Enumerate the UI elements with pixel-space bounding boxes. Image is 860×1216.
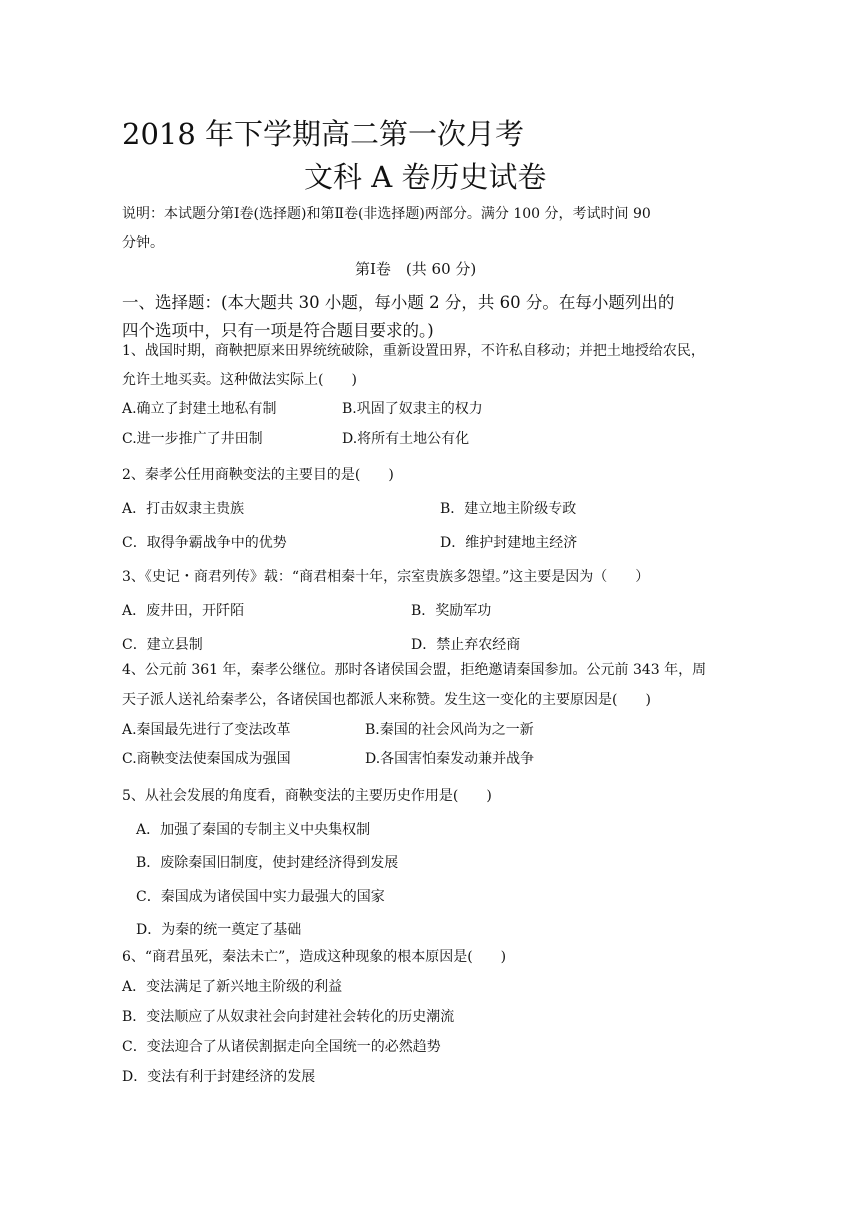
option-d: D．维护封建地主经济 <box>440 535 578 551</box>
option-c: C．秦国成为诸侯国中实力最强大的国家 <box>136 889 385 905</box>
option-b: B．变法顺应了从奴隶社会向封建社会转化的历史潮流 <box>122 1009 455 1025</box>
question-stem-line: 1、战国时期，商鞅把原来田界统统破除，重新设置田界，不许私自移动；并把土地授给农民， <box>122 343 705 359</box>
option-c: C．建立县制 <box>122 637 203 653</box>
option-c: C.商鞅变法使秦国成为强国 <box>122 751 291 767</box>
exam-title-line1: 2018 年下学期高二第一次月考 <box>122 117 525 151</box>
part-heading-line1: 一、选择题：(本大题共 30 小题，每小题 2 分，共 60 分。在每小题列出的 <box>122 293 675 312</box>
option-b: B．奖励军功 <box>411 603 492 619</box>
question-stem-line: 3、《史记・商君列传》载：“商君相秦十年，宗室贵族多怨望。”这主要是因为（ ） <box>122 569 650 585</box>
option-a: A.秦国最先进行了变法改革 <box>122 722 291 738</box>
option-a: A．变法满足了新兴地主阶级的利益 <box>122 979 343 995</box>
option-b: B．废除秦国旧制度，使封建经济得到发展 <box>136 855 399 871</box>
question-stem-line: 4、公元前 361 年，秦孝公继位。那时各诸侯国会盟，拒绝邀请秦国参加。公元前 343 年，周 <box>122 662 707 678</box>
option-b: B.秦国的社会风尚为之一新 <box>365 722 534 738</box>
question-stem-line: 天子派人送礼给秦孝公，各诸侯国也都派人来称赞。发生这一变化的主要原因是( ) <box>122 692 651 708</box>
exam-title-line2: 文科 A 卷历史试卷 <box>304 160 547 194</box>
instructions-line2: 分钟。 <box>122 235 164 251</box>
option-d: D．为秦的统一奠定了基础 <box>136 922 302 938</box>
option-a: A．废井田，开阡陌 <box>122 603 245 619</box>
option-a: A．加强了秦国的专制主义中央集权制 <box>136 822 371 838</box>
option-a: A．打击奴隶主贵族 <box>122 501 245 517</box>
question-stem-line: 6、“商君虽死，秦法未亡”，造成这种现象的根本原因是( ) <box>122 949 507 965</box>
option-b: B．建立地主阶级专政 <box>440 501 577 517</box>
part-heading-line2: 四个选项中，只有一项是符合题目要求的。) <box>122 321 434 340</box>
question-stem-line: 5、从社会发展的角度看，商鞅变法的主要历史作用是( ) <box>122 788 492 804</box>
option-d: D．禁止弃农经商 <box>411 637 521 653</box>
option-c: C．取得争霸战争中的优势 <box>122 535 287 551</box>
question-stem-line: 允许土地买卖。这种做法实际上( ) <box>122 372 357 388</box>
option-a: A.确立了封建土地私有制 <box>122 401 277 417</box>
option-c: C．变法迎合了从诸侯割据走向全国统一的必然趋势 <box>122 1039 441 1055</box>
option-c: C.进一步推广了井田制 <box>122 431 263 447</box>
option-b: B.巩固了奴隶主的权力 <box>342 401 483 417</box>
question-stem-line: 2、秦孝公任用商鞅变法的主要目的是( ) <box>122 467 394 483</box>
option-d: D.各国害怕秦发动兼并战争 <box>365 751 535 767</box>
option-d: D.将所有土地公有化 <box>342 431 470 447</box>
instructions-line1: 说明：本试题分第Ⅰ卷(选择题)和第Ⅱ卷(非选择题)两部分。满分 100 分，考试时间 90 <box>122 206 651 222</box>
section-title: 第Ⅰ卷 (共 60 分) <box>355 260 477 278</box>
option-d: D．变法有利于封建经济的发展 <box>122 1069 316 1085</box>
